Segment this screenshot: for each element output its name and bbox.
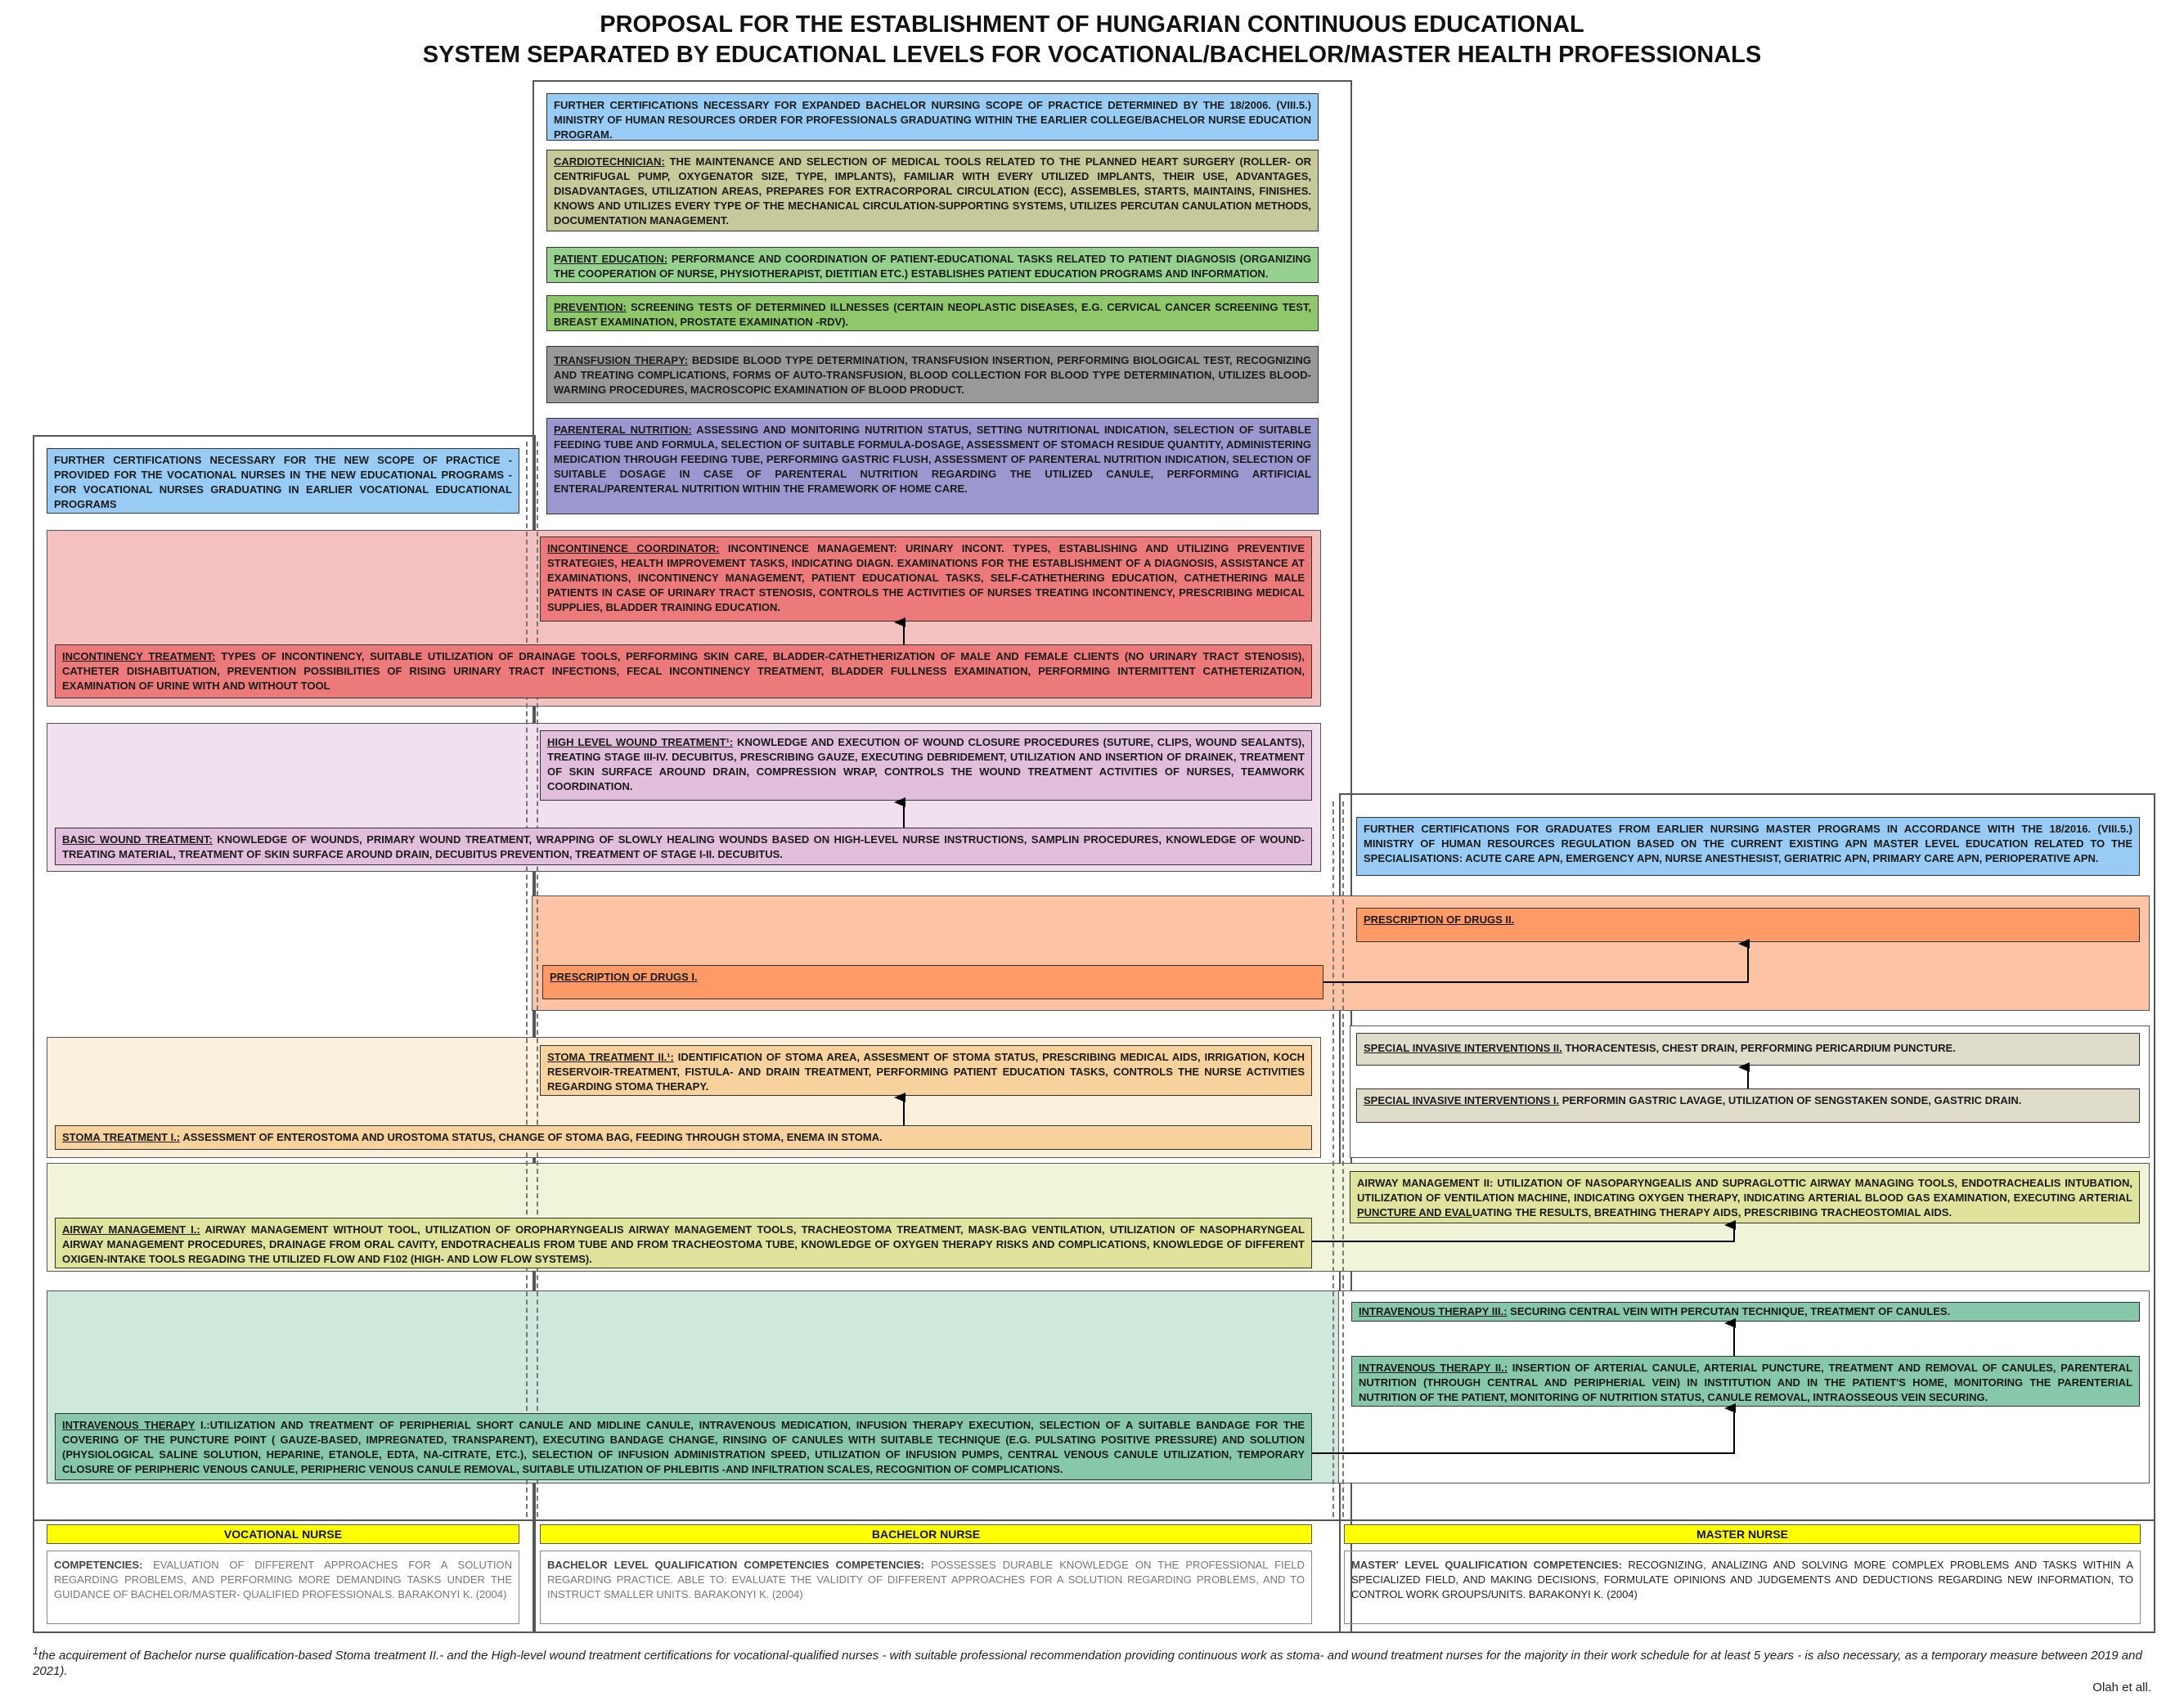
page-title-line-2: SYSTEM SEPARATED BY EDUCATIONAL LEVELS FOR VOCATIONAL/BACHELOR/MASTER HEALTH PROFESSIONALS	[422, 42, 1762, 68]
parenteral-nutrition-label: PARENTERAL NUTRITION:	[554, 424, 692, 436]
master-competencies-text: RECOGNIZING, ANALIZING AND SOLVING MORE COMPLEX PROBLEMS AND TASKS WITHIN A SPECIALIZED FIELD, AND MAKING DECISIONS, FORMULATE OPINIONS AND JUDGEMENTS AND DEDUCTIONS REGARDING NEW INFORMATION, TO CONTROL WORK GROUPS/UNITS. BARAKONYI K. (2004)	[1351, 1559, 2133, 1600]
airway-management-one-label: AIRWAY MANAGEMENT I.:	[62, 1223, 200, 1236]
arrow-airway	[1312, 1225, 1734, 1241]
stoma-treatment-two-label: STOMA TREATMENT II.¹:	[547, 1051, 674, 1063]
basic-wound-treatment-label: BASIC WOUND TREATMENT:	[62, 833, 213, 846]
intravenous-therapy-two-text: INSERTION OF ARTERIAL CANULE, ARTERIAL PUNCTURE, TREATMENT AND REMOVAL OF CANULES, PARENTERAL NUTRITION (THROUGH CENTRAL AND PERIPHERIAL VEIN) IN INSTITUTION AND IN THE PATIENT'S HOME, MONITORING THE PARENTERIAL NUTRITION OF THE PATIENT, MONITORING OF NUTRITION STATUS, CANULE REMOVAL, INTRAOSSEOUS VEIN SECURING.	[1359, 1362, 2132, 1403]
intravenous-therapy-three-text: SECURING CENTRAL VEIN WITH PERCUTAN TECHNIQUE, TREATMENT OF CANULES.	[1507, 1305, 1951, 1317]
cardiotechnician-label: CARDIOTECHNICIAN:	[554, 155, 665, 168]
incontinency-treatment-text: TYPES OF INCONTINENCY, SUITABLE UTILIZATION OF DRAINAGE TOOLS, PERFORMING SKIN CARE, BLADDER-CATHETHERIZATION OF MALE AND FEMALE CLIENTS (NO URINARY TRACT STENOSIS), CATHETER DISHABITUATION, PREVENTION POSSIBILITIES OF RISING URINARY TRACT INFECTIONS, FECAL INCONTINENCY TREATMENT, BLADDER FULLNESS EXAMINATION, PERFORMING INTERMITTENT CATHETERIZATION, EXAMINATION OF URINE WITH AND WITHOUT TOOL	[62, 650, 1305, 692]
credit: Olah et all.	[2092, 1681, 2151, 1694]
patient-education-text: PERFORMANCE AND COORDINATION OF PATIENT-EDUCATIONAL TASKS RELATED TO PATIENT DIAGNOSIS (ORGANIZING THE COOPERATION OF NURSE, PHYSIOTHERAPIST, DIETITIAN ETC.) ESTABLISHES PATIENT EDUCATION PROGRAMS AND INFORMATION.	[554, 253, 1312, 280]
prevention-text: SCREENING TESTS OF DETERMINED ILLNESSES (CERTAIN NEOPLASTIC DISEASES, E.G. CERVICAL CANCER SCREENING TEST, BREAST EXAMINATION, PROSTATE EXAMINATION -RDV).	[554, 301, 1311, 328]
incontinence-coordinator-text: INCONTINENCE MANAGEMENT: URINARY INCONT. TYPES, ESTABLISHING AND UTILIZING PREVENTIVE STRATEGIES, HEALTH IMPROVEMENT TASKS, INDICATING DIAGN. EXAMINATIONS FOR THE ESTABLISHMENT OF A DIAGNOSIS, ASSISTANCE AT EXAMINATIONS, INCONTINENCY MANAGEMENT, PATIENT EDUCATIONAL TASKS, SELF-CATHETHERING EDUCATION, CATHETHERING MALE PATIENTS IN CASE OF URINARY TRACT STENOSIS, CONTROLS THE ACTIVITIES OF NURSES TREATING INCONTINENCY, PRESCRIBING MEDICAL SUPPLIES, BLADDER TRAINING EDUCATION.	[547, 542, 1305, 613]
special-invasive-two-label: SPECIAL INVASIVE INTERVENTIONS II.	[1364, 1042, 1562, 1054]
footnote	[33, 1644, 2155, 1679]
master-further-certifications-text: FURTHER CERTIFICATIONS FOR GRADUATES FROM EARLIER NURSING MASTER PROGRAMS IN ACCORDANCE WITH THE 18/2016. (VIII.5.) MINISTRY OF HUMAN RESOURCES REGULATION BASED ON THE CURRENT EXISTING APN MASTER LEVEL EDUCATION RELATED TO THE SPECIALISATIONS: ACUTE CARE APN, EMERGENCY APN, NURSE ANESTHESIST, GERIATRIC APN, PRIMARY CARE APN, PERIOPERATIVE APN.	[1364, 823, 2132, 864]
airway-management-two-label: AIRWAY MANAGEMENT II:	[1357, 1177, 1494, 1189]
footnote-marker: 1	[33, 1645, 38, 1657]
stoma-treatment-one-label: STOMA TREATMENT I.:	[62, 1131, 181, 1143]
airway-management-two-text-1: UTILIZATION OF NASOPARYNGEALIS AND SUPRAGLOTTIC AIRWAY MANAGING TOOLS, ENDOTRACHEALIS INTUBATION, UTILIZATION OF VENTILATION MACHINE, INDICATING OXYGEN THERAPY, INDICATING ARTERIAL BLOOD GAS EXAMINATION, EXECUTING ARTERIAL	[1357, 1177, 2133, 1204]
high-level-wound-treatment-label: HIGH LEVEL WOUND TREATMENT¹:	[547, 736, 734, 748]
prescription-drugs-one-label: PRESCRIPTION OF DRUGS I.	[550, 971, 698, 983]
incontinence-coordinator-label: INCONTINENCE COORDINATOR:	[547, 542, 720, 554]
transfusion-therapy-label: TRANSFUSION THERAPY:	[554, 354, 689, 366]
bachelor-competencies-label: BACHELOR LEVEL QUALIFICATION COMPETENCIES COMPETENCIES:	[547, 1559, 925, 1571]
bachelor-nurse-header: BACHELOR NURSE	[540, 1524, 1312, 1544]
special-invasive-one-text: PERFORMIN GASTRIC LAVAGE, UTILIZATION OF SENGSTAKEN SONDE, GASTRIC DRAIN.	[1559, 1094, 2022, 1106]
special-invasive-one-label: SPECIAL INVASIVE INTERVENTIONS I.	[1364, 1094, 1560, 1106]
stoma-treatment-two-text: IDENTIFICATION OF STOMA AREA, ASSESMENT OF STOMA STATUS, PRESCRIBING MEDICAL AIDS, IRRIGATION, KOCH RESERVOIR-TREATMENT, FISTULA- AND DRAIN TREATMENT, PERFORMING PATIENT EDUCATION TASKS, CONTROLS THE NURSE ACTIVITIES REGARDING STOMA THERAPY.	[547, 1051, 1305, 1093]
airway-management-two-text-2: UATING THE RESULTS, BREATHING THERAPY AIDS, PRESCRIBING TRACHEOSTOMIAL AIDS.	[1472, 1206, 1953, 1219]
intravenous-therapy-two-label: INTRAVENOUS THERAPY II.:	[1359, 1362, 1508, 1374]
bachelor-competencies-box	[540, 1551, 1312, 1624]
master-competencies-box	[1344, 1551, 2141, 1624]
footnote-text: the acquirement of Bachelor nurse qualification-based Stoma treatment II.- and the High-level wound treatment certifications for vocational-qualified nurses - with suitable professional recommendation providing continuous work as stoma- and wound treatment nurses for the majority in their work schedule for at least 5 years - is also necessary, as a temporary measure between 2019 and 2021).	[33, 1649, 2142, 1678]
arrow-drugs	[1323, 944, 1748, 982]
incontinency-treatment-label: INCONTINENCY TREATMENT:	[62, 650, 216, 662]
master-competencies-label: MASTER' LEVEL QUALIFICATION COMPETENCIES:	[1351, 1559, 1622, 1571]
basic-wound-treatment-text: KNOWLEDGE OF WOUNDS, PRIMARY WOUND TREATMENT, WRAPPING OF SLOWLY HEALING WOUNDS BASED ON HIGH-LEVEL NURSE INSTRUCTIONS, SAMPLIN PROCEDURES, KNOWLEDGE OF WOUND-TREATING MATERIAL, TREATMENT OF SKIN SURFACE AROUND DRAIN, DECUBITUS PREVENTION, TREATMENT OF STAGE I-II. DECUBITUS.	[62, 833, 1305, 860]
vocational-competencies-label: COMPETENCIES:	[54, 1559, 143, 1571]
master-nurse-header: MASTER NURSE	[1344, 1524, 2141, 1544]
intravenous-therapy-one-label: INTRAVENOUS THERAPY	[62, 1419, 195, 1431]
prescription-drugs-two-label: PRESCRIPTION OF DRUGS II.	[1364, 913, 1515, 926]
arrow-iv-two	[1312, 1408, 1734, 1453]
bachelor-competencies-text: POSSESSES DURABLE KNOWLEDGE ON THE PROFESSIONAL FIELD REGARDING PRACTICE. ABLE TO: EVALUATE THE VALIDITY OF DIFFERENT APPROACHES FOR A SOLUTION REGARDING PROBLEMS, AND TO INSTRUCT SMALLER UNITS. BARAKONYI K. (2004)	[547, 1559, 1305, 1600]
vocational-competencies-box	[47, 1551, 519, 1624]
high-level-wound-treatment-text: KNOWLEDGE AND EXECUTION OF WOUND CLOSURE PROCEDURES (SUTURE, CLIPS, WOUND SEALANTS), TREATING STAGE III-IV. DECUBITUS, PRESCRIBING GAUZE, EXECUTING DEBRIDEMENT, UTILIZATION AND INSERTION OF DRAINEK, TREATMENT OF SKIN SURFACE AROUND DRAIN, COMPRESSION WRAP, CONTROLS THE WOUND TREATMENT ACTIVITIES OF NURSES, TEAMWORK COORDINATION.	[547, 736, 1305, 792]
airway-management-two-label-2: PUNCTURE AND EVAL	[1357, 1206, 1472, 1219]
vocational-further-certifications-text: FURTHER CERTIFICATIONS NECESSARY FOR THE NEW SCOPE OF PRACTICE - PROVIDED FOR THE VOCATIONAL NURSES IN THE NEW EDUCATIONAL PROGRAMS - FOR VOCATIONAL NURSES GRADUATING IN EARLIER VOCATIONAL EDUCATIONAL PROGRAMS	[54, 454, 512, 510]
vocational-competencies-text: EVALUATION OF DIFFERENT APPROACHES FOR A SOLUTION REGARDING PROBLEMS, AND PERFORMING MORE DEMANDING TASKS UNDER THE GUIDANCE OF BACHELOR/MASTER- QUALIFIED PROFESSIONALS. BARAKONYI K. (2004)	[54, 1559, 512, 1600]
airway-management-one-text: AIRWAY MANAGEMENT WITHOUT TOOL, UTILIZATION OF OROPHARYNGEALIS AIRWAY MANAGEMENT TOOLS, TRACHEOSTOMA TREATMENT, MASK-BAG VENTILATION, UTILIZATION OF NASOPHARYNGEAL AIRWAY MANAGEMENT PROCEDURES, DRAINAGE FROM ORAL CAVITY, ENDOTRACHEALIS FROM TUBE AND FROM TRACHEOSTOMA TUBE, KNOWLEDGE OF OXYGEN THERAPY RISKS AND COMPLICATIONS, KNOWLEDGE OF DIFFERENT OXIGEN-INTAKE TOOLS REGADING THE UTILIZED FLOW AND F102 (HIGH- AND LOW FLOW SYSTEMS).	[62, 1223, 1305, 1265]
vocational-nurse-header: VOCATIONAL NURSE	[47, 1524, 519, 1544]
parenteral-nutrition-text: ASSESSING AND MONITORING NUTRITION STATUS, SETTING NUTRITIONAL INDICATION, SELECTION OF SUITABLE FEEDING TUBE AND FORMULA, SELECTION OF SUITABLE FORMULA-DOSAGE, ASSESSMENT OF STOMACH RESIDUE QUANTITY, ADMINISTERING MEDICATION THROUGH FEEDING TUBE, PERFORMING GASTRIC FLUSH, ASSESSMENT OF PARENTERAL NUTRITION INDICATION, SELECTION OF SUITABLE DOSAGE IN CASE OF PARENTERAL NUTRITION REGARDING THE UTILIZED CANULE, PERFORMING ARTIFICIAL ENTERAL/PARENTERAL NUTRITION WITHIN THE FRAMEWORK OF HOME CARE.	[554, 424, 1311, 495]
bachelor-further-certifications-text: FURTHER CERTIFICATIONS NECESSARY FOR EXPANDED BACHELOR NURSING SCOPE OF PRACTICE DETERMINED BY THE 18/2006. (VIII.5.) MINISTRY OF HUMAN RESOURCES ORDER FOR PROFESSIONALS GRADUATING WITHIN THE EARLIER COLLEGE/BACHELOR NURSE EDUCATION PROGRAM.	[554, 99, 1311, 141]
prevention-label: PREVENTION:	[554, 301, 627, 313]
intravenous-therapy-three-label: INTRAVENOUS THERAPY III.:	[1359, 1305, 1508, 1317]
patient-education-label: PATIENT EDUCATION:	[554, 253, 668, 265]
special-invasive-two-text: THORACENTESIS, CHEST DRAIN, PERFORMING PERICARDIUM PUNCTURE.	[1562, 1042, 1956, 1054]
intravenous-therapy-one-text: I.:UTILIZATION AND TREATMENT OF PERIPHERIAL SHORT CANULE AND MIDLINE CANULE, INTRAVENOUS MEDICATION, INFUSION THERAPY EXECUTION, SELECTION OF A SUITABLE BANDAGE FOR THE COVERING OF THE PUNCTURE POINT ( GAUZE-BASED, IMPREGNATED, TRANSPARENT), EXECUTING BANDAGE CHANGE, RINSING OF CANULES WITH SUITABLE TECHNIQUE (E.G. PULSATING POSITIVE PRESSURE) AND SOLUTION (PHYSIOLOGICAL SALINE SOLUTION, HEPARINE, ETANOLE, EDTA, NA-CITRATE, ETC.), SELECTION OF INFUSION ADMINISTRATION SPEED, UTILIZATION OF INFUSION PUMPS, CENTRAL VENOUS CANULE UTILIZATION, TEMPORARY CLOSURE OF PERIPHERIC VENOUS CANULE, PERIPHERIC VENOUS CANULE REMOVAL, SUITABLE UTILIZATION OF PHLEBITIS -AND INFILTRATION SCALES, RECOGNITION OF COMPLICATIONS.	[62, 1419, 1305, 1475]
cardiotechnician-text: THE MAINTENANCE AND SELECTION OF MEDICAL TOOLS RELATED TO THE PLANNED HEART SURGERY (ROLLER- OR CENTRIFUGAL PUMP, OXYGENATOR SIZE, TYPE, IMPLANTS), FAMILIAR WITH EVERY UTILIZED IMPLANTS, THEIR USE, ADVANTAGES, DISADVANTAGES, UTILIZATION AREAS, PREPARES FOR EXTRACORPORAL CIRCULATION (ECC), ASSEMBLES, STARTS, MAINTAINS, FINISHES. KNOWS AND UTILIZES EVERY TYPE OF THE MECHANICAL CIRCULATION-SUPPORTING SYSTEMS, UTILIZES PERCUTAN CANULATION METHODS, DOCUMENTATION MANAGEMENT.	[554, 155, 1311, 227]
stoma-treatment-one-text: ASSESSMENT OF ENTEROSTOMA AND UROSTOMA STATUS, CHANGE OF STOMA BAG, FEEDING THROUGH STOMA, ENEMA IN STOMA.	[180, 1131, 883, 1143]
transfusion-therapy-text: BEDSIDE BLOOD TYPE DETERMINATION, TRANSFUSION INSERTION, PERFORMING BIOLOGICAL TEST, RECOGNIZING AND TREATING COMPLICATIONS, FORMS OF AUTO-TRANSFUSION, BLOOD COLLECTION FOR BLOOD TYPE DETERMINATION, UTILIZES BLOOD-WARMING PROCEDURES, MACROSCOPIC EXAMINATION OF BLOOD PRODUCT.	[554, 354, 1311, 396]
page-title-line-1: PROPOSAL FOR THE ESTABLISHMENT OF HUNGARIAN CONTINUOUS EDUCATIONAL	[600, 11, 1584, 38]
